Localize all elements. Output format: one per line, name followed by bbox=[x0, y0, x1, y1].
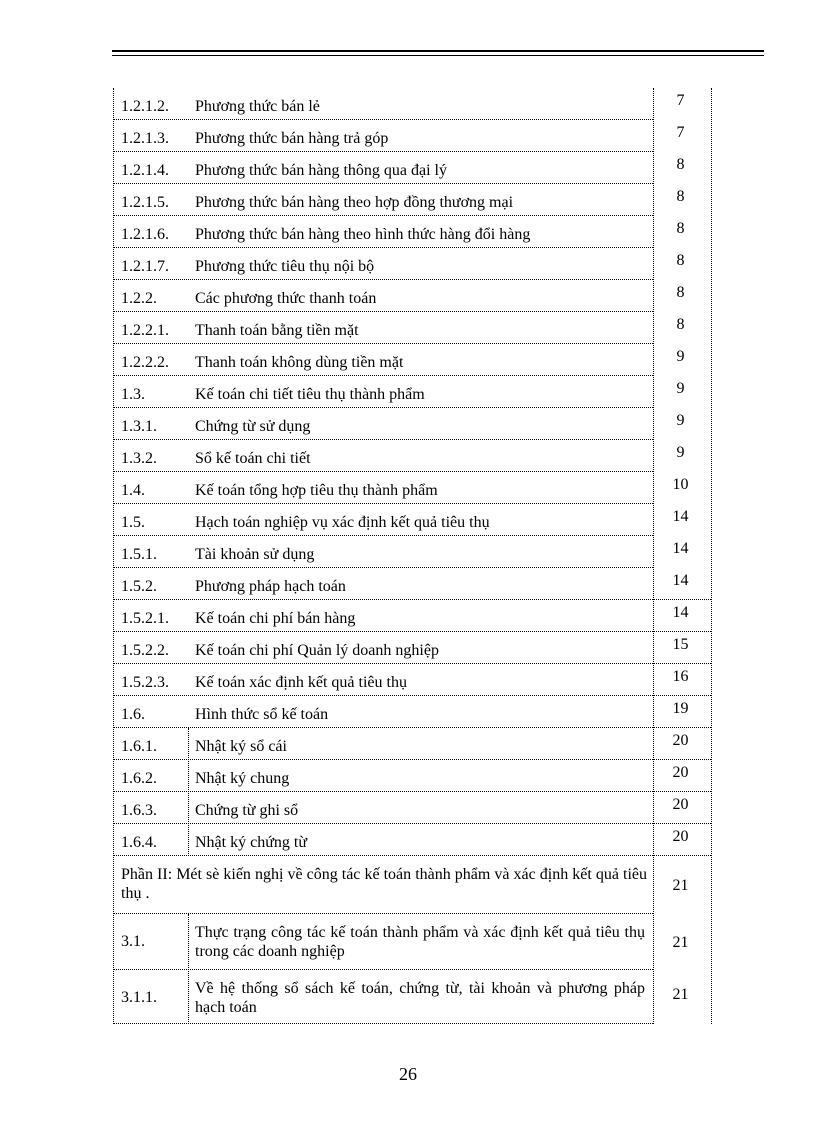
header-rule-thin bbox=[112, 55, 764, 56]
toc-row-number: 1.5. bbox=[121, 514, 145, 531]
toc-row-title: Phương thức bán hàng theo hình thức hàng đổi hàng bbox=[195, 226, 531, 243]
toc-row-title: Chứng từ sử dụng bbox=[195, 418, 311, 435]
toc-row-page: 8 bbox=[676, 252, 685, 269]
toc-row-number: 1.6.2. bbox=[121, 770, 157, 787]
toc-row-page: 8 bbox=[676, 220, 685, 237]
toc-row-page: 9 bbox=[676, 348, 685, 365]
page-number: 26 bbox=[399, 1064, 417, 1084]
toc-row-page: 10 bbox=[672, 476, 689, 493]
toc-row-page: 21 bbox=[672, 934, 689, 951]
toc-row[interactable] bbox=[113, 248, 711, 280]
toc-row[interactable] bbox=[113, 408, 711, 440]
toc-part-title: Phần II: Mét sè kiến nghị về công tác kế toán thành phẩm và xác định kết quả tiêu thụ . bbox=[121, 866, 647, 902]
toc-row[interactable] bbox=[113, 504, 711, 536]
toc-row-title: Các phương thức thanh toán bbox=[195, 290, 377, 307]
toc-row-number: 1.5.2.3. bbox=[121, 674, 169, 691]
toc-row-title: Kế toán tổng hợp tiêu thụ thành phẩm bbox=[195, 482, 438, 499]
toc-row-page: 16 bbox=[672, 668, 689, 685]
toc-row-page: 14 bbox=[672, 604, 689, 621]
toc-row[interactable] bbox=[113, 152, 711, 184]
toc-row-title: Tài khoản sử dụng bbox=[195, 546, 315, 563]
toc-row-title: Phương pháp hạch toán bbox=[195, 578, 346, 595]
toc-row[interactable] bbox=[113, 600, 711, 632]
toc-row-title: Thanh toán bằng tiền mặt bbox=[195, 322, 359, 339]
toc-row-number: 1.4. bbox=[121, 482, 145, 499]
table-of-contents bbox=[113, 88, 711, 1024]
toc-row[interactable] bbox=[113, 914, 711, 970]
toc-row-page: 14 bbox=[672, 572, 689, 589]
toc-row[interactable] bbox=[113, 970, 711, 1024]
toc-right-border bbox=[711, 88, 712, 1024]
toc-row-number: 1.2.1.3. bbox=[121, 130, 169, 147]
toc-row-number: 1.2.1.4. bbox=[121, 162, 169, 179]
toc-row-number: 1.2.1.6. bbox=[121, 226, 169, 243]
toc-row-number: 1.2.1.5. bbox=[121, 194, 169, 211]
toc-row[interactable] bbox=[113, 568, 711, 600]
toc-row-number: 1.3. bbox=[121, 386, 145, 403]
toc-row-title: Phương thức tiêu thụ nội bộ bbox=[195, 258, 375, 275]
toc-row-number: 1.5.2. bbox=[121, 578, 157, 595]
toc-row-title: Phương thức bán hàng theo hợp đồng thương mại bbox=[195, 194, 514, 211]
toc-row-title: Phương thức bán hàng trả góp bbox=[195, 130, 389, 147]
row-divider bbox=[113, 1023, 653, 1024]
toc-row-page: 8 bbox=[676, 156, 685, 173]
toc-row-number: 1.5.1. bbox=[121, 546, 157, 563]
toc-row[interactable] bbox=[113, 760, 711, 792]
toc-row[interactable] bbox=[113, 632, 711, 664]
toc-row-page: 20 bbox=[672, 732, 689, 749]
toc-row[interactable] bbox=[113, 824, 711, 856]
toc-row[interactable] bbox=[113, 536, 711, 568]
toc-row-title: Nhật ký chung bbox=[195, 770, 290, 787]
toc-row-page: 7 bbox=[676, 124, 685, 141]
toc-row-number: 1.2.2.1. bbox=[121, 322, 169, 339]
toc-row-page: 9 bbox=[676, 412, 685, 429]
toc-row[interactable] bbox=[113, 344, 711, 376]
toc-row-number: 1.2.2. bbox=[121, 290, 157, 307]
header-rule-thick bbox=[112, 50, 764, 52]
toc-row[interactable] bbox=[113, 216, 711, 248]
toc-row-title: Kế toán xác định kết quả tiêu thụ bbox=[195, 674, 407, 691]
toc-row-page: 20 bbox=[672, 764, 689, 781]
toc-row[interactable] bbox=[113, 88, 711, 120]
toc-row-title: Thực trạng công tác kế toán thành phẩm và xác định kết quả tiêu thụ trong các doanh nghiệp bbox=[195, 924, 645, 960]
toc-row[interactable] bbox=[113, 280, 711, 312]
toc-row-page: 9 bbox=[676, 444, 685, 461]
toc-row[interactable] bbox=[113, 472, 711, 504]
toc-row-number: 1.3.2. bbox=[121, 450, 157, 467]
toc-row-page: 8 bbox=[676, 188, 685, 205]
toc-row-page: 7 bbox=[676, 92, 685, 109]
toc-row-number: 1.5.2.2. bbox=[121, 642, 169, 659]
toc-row-title: Phương thức bán lẻ bbox=[195, 98, 320, 115]
toc-row[interactable] bbox=[113, 728, 711, 760]
toc-row-page: 21 bbox=[672, 877, 689, 894]
toc-row-title: Thanh toán không dùng tiền mặt bbox=[195, 354, 404, 371]
toc-row-number: 1.5.2.1. bbox=[121, 610, 169, 627]
toc-row-number: 1.2.2.2. bbox=[121, 354, 169, 371]
toc-row[interactable] bbox=[113, 664, 711, 696]
toc-row-number: 1.3.1. bbox=[121, 418, 157, 435]
toc-row-title: Nhật ký chứng từ bbox=[195, 834, 307, 851]
toc-row[interactable] bbox=[113, 376, 711, 408]
toc-row-page: 9 bbox=[676, 380, 685, 397]
toc-row[interactable] bbox=[113, 184, 711, 216]
toc-row[interactable] bbox=[113, 440, 711, 472]
toc-row-page: 20 bbox=[672, 828, 689, 845]
toc-row[interactable] bbox=[113, 312, 711, 344]
toc-row[interactable] bbox=[113, 120, 711, 152]
toc-row-page: 15 bbox=[672, 636, 689, 653]
toc-row-title: Hình thức sổ kế toán bbox=[195, 706, 329, 723]
toc-row-number: 1.2.1.2. bbox=[121, 98, 169, 115]
toc-row-title: Về hệ thống sổ sách kế toán, chứng từ, tài khoản và phương pháp hạch toán bbox=[195, 980, 645, 1016]
toc-row-number: 1.6. bbox=[121, 706, 145, 723]
toc-row-page: 21 bbox=[672, 986, 689, 1003]
toc-row-number: 1.6.4. bbox=[121, 834, 157, 851]
toc-row-title: Kế toán chi phí Quản lý doanh nghiệp bbox=[195, 642, 439, 659]
toc-row-title: Hạch toán nghiệp vụ xác định kết quả tiêu thụ bbox=[195, 514, 490, 531]
toc-row-title: Chứng từ ghi sổ bbox=[195, 802, 299, 819]
toc-part-heading[interactable] bbox=[113, 856, 711, 914]
toc-row-number: 1.6.1. bbox=[121, 738, 157, 755]
toc-row-title: Nhật ký sổ cái bbox=[195, 738, 287, 755]
toc-row-title: Phương thức bán hàng thông qua đại lý bbox=[195, 162, 447, 179]
toc-row-page: 19 bbox=[672, 700, 689, 717]
toc-row-number: 3.1.1. bbox=[121, 989, 157, 1006]
toc-row-page: 14 bbox=[672, 540, 689, 557]
toc-row-page: 14 bbox=[672, 508, 689, 525]
toc-row[interactable] bbox=[113, 792, 711, 824]
toc-row[interactable] bbox=[113, 696, 711, 728]
toc-row-page: 8 bbox=[676, 284, 685, 301]
toc-row-page: 8 bbox=[676, 316, 685, 333]
toc-row-number: 3.1. bbox=[121, 933, 145, 950]
toc-row-title: Sổ kế toán chi tiết bbox=[195, 450, 311, 467]
toc-row-page: 20 bbox=[672, 796, 689, 813]
toc-row-title: Kế toán chi tiết tiêu thụ thành phẩm bbox=[195, 386, 425, 403]
toc-row-title: Kế toán chi phí bán hàng bbox=[195, 610, 356, 627]
toc-row-number: 1.6.3. bbox=[121, 802, 157, 819]
toc-row-number: 1.2.1.7. bbox=[121, 258, 169, 275]
